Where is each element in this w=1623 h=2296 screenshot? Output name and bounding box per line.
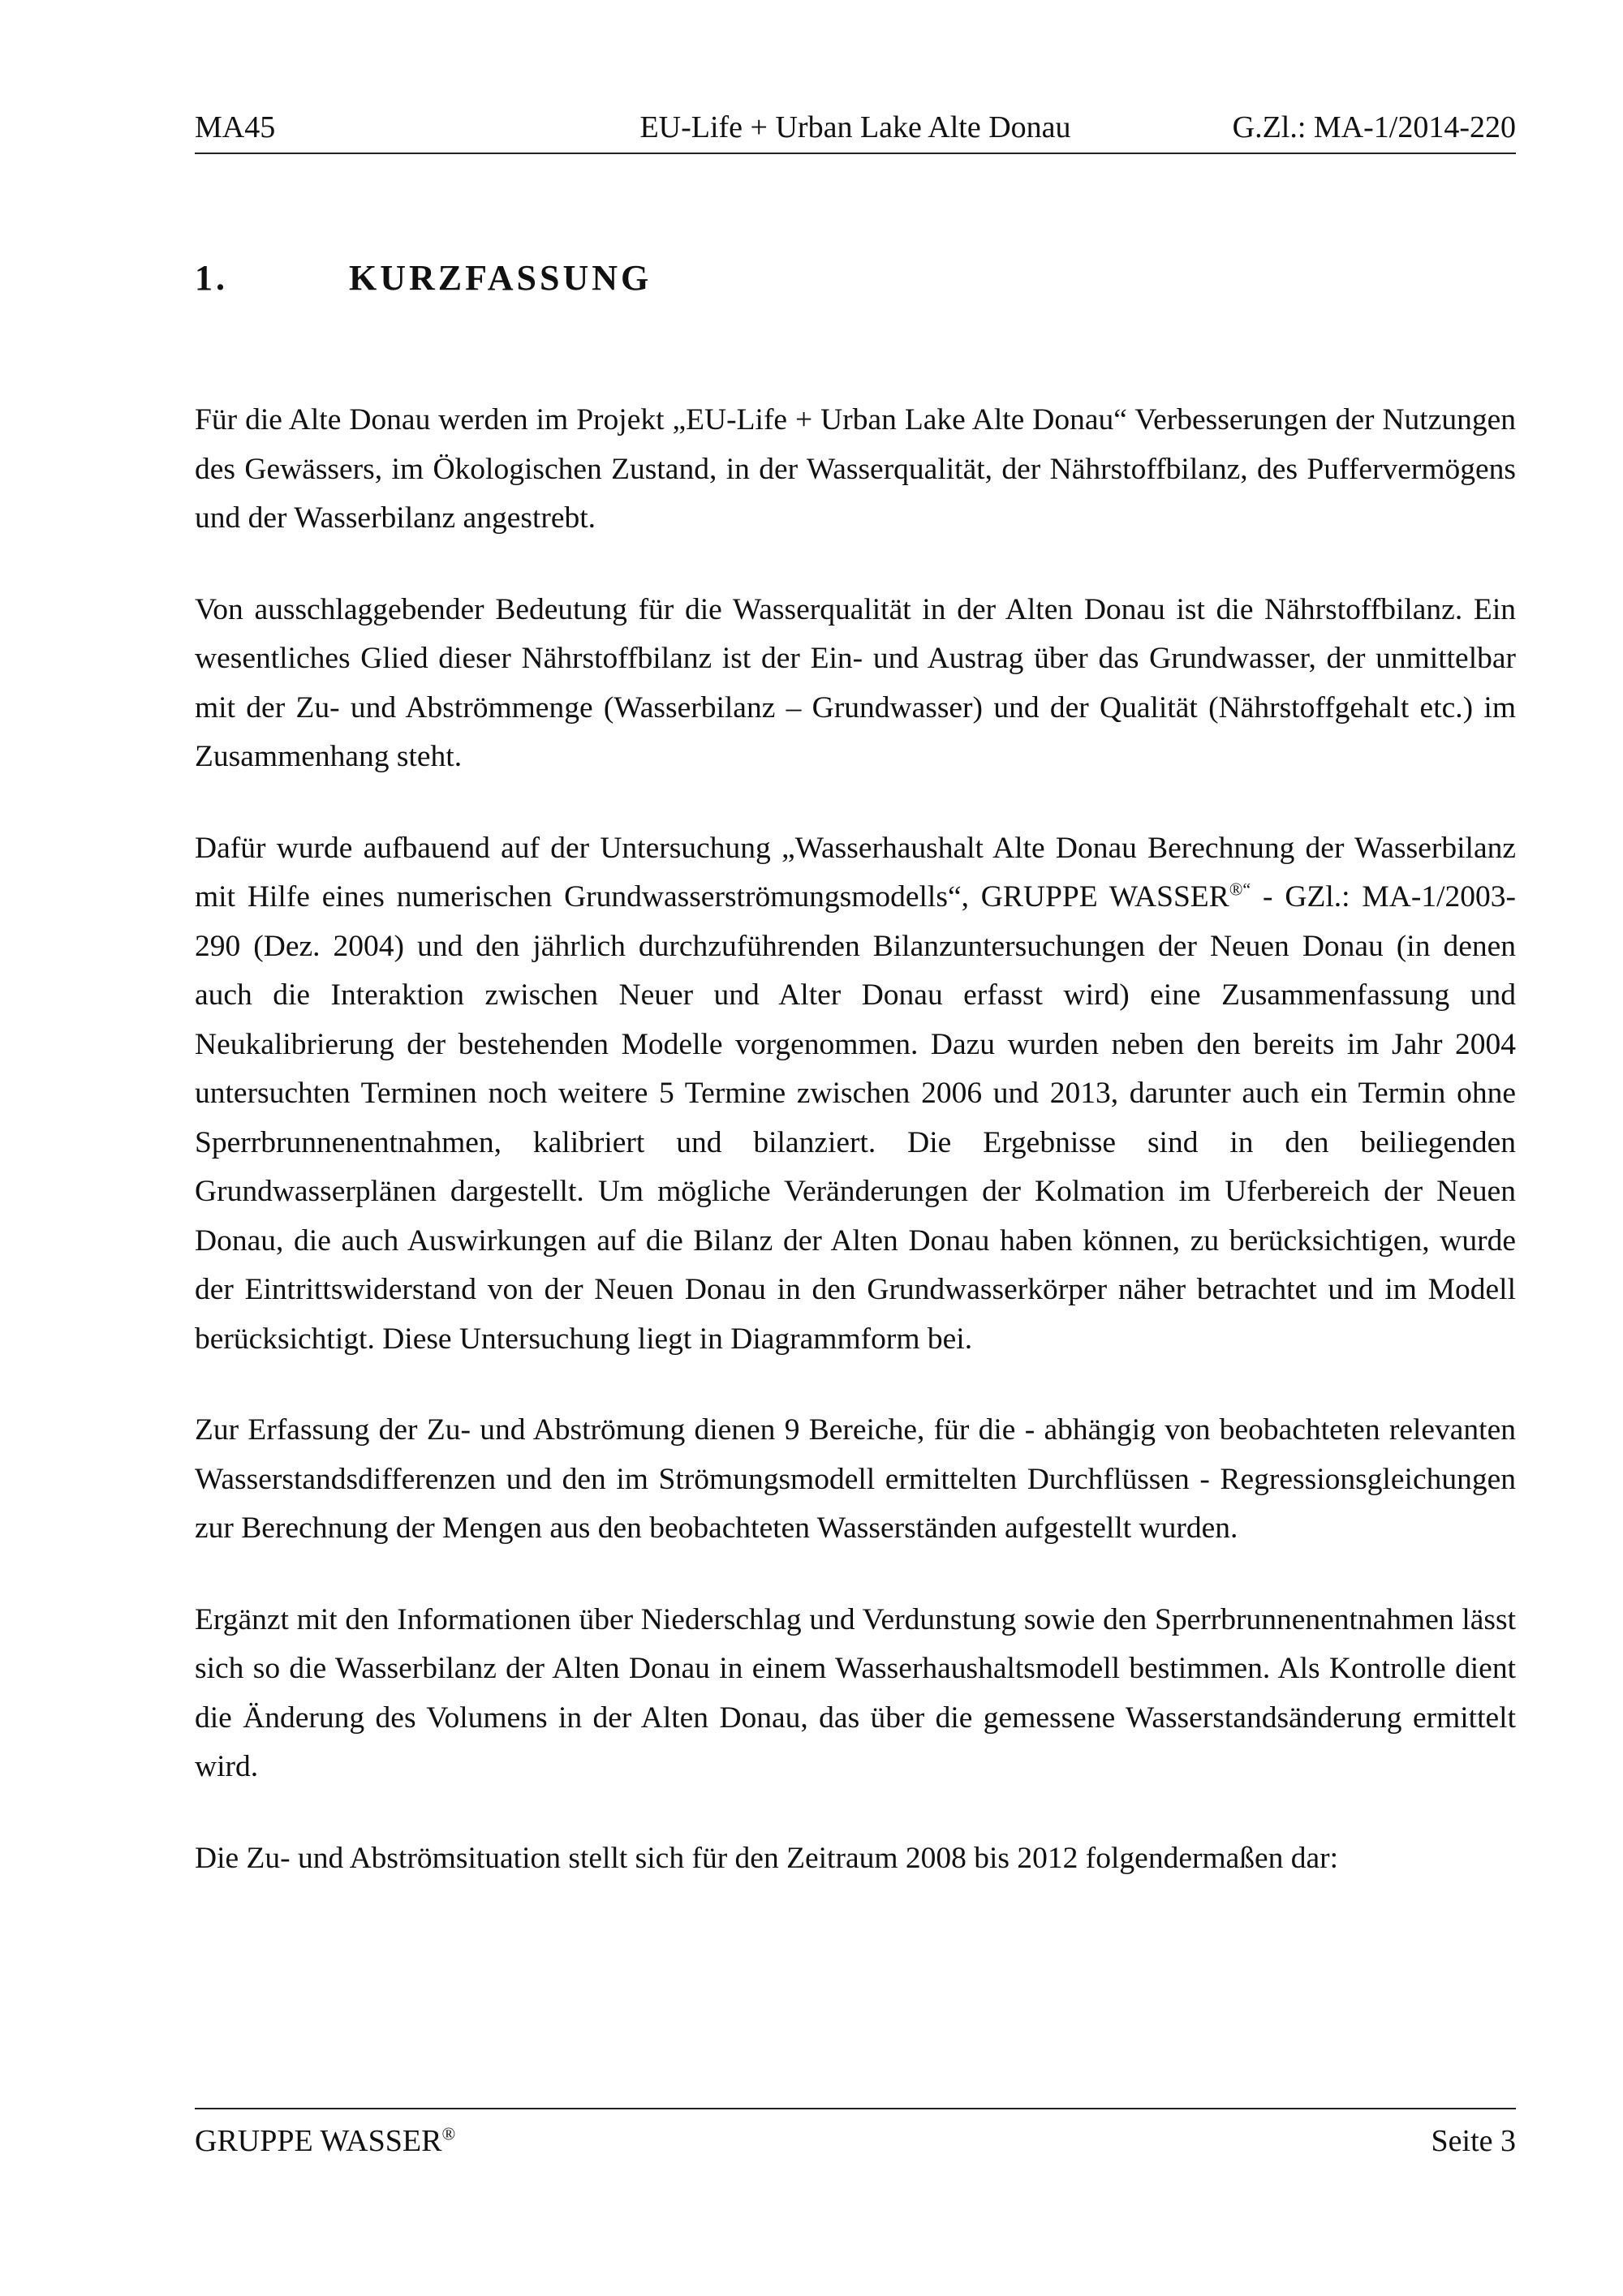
section-number: 1.	[195, 258, 228, 298]
header-project-title: EU-Life + Urban Lake Alte Donau	[639, 110, 1071, 144]
footer-company	[195, 2121, 455, 2161]
section-heading	[195, 256, 652, 300]
paragraph-4: Zur Erfassung der Zu- und Abströmung dienen 9 Bereiche, für die - abhängig von beobachteten relevanten Wasserstandsdifferenzen und den im Strömungsmodell ermittelten Durchflüssen - Regressionsgleichungen zur Berechnung der Mengen aus den beobachteten Wasserständen aufgestellt wurden.	[195, 1413, 1516, 1545]
paragraph-6: Die Zu- und Abströmsituation stellt sich für den Zeitraum 2008 bis 2012 folgendermaßen dar:	[195, 1841, 1339, 1875]
body-text	[195, 396, 1516, 1925]
header-reference-number: G.Zl.: MA-1/2014-220	[1232, 110, 1516, 144]
header-department: MA45	[195, 110, 276, 144]
paragraph-3-start: Dafür wurde aufbauend auf der Untersuchung „Wasserhaushalt Alte Donau Berechnung der Wasserbilanz mit Hilfe eines numerischen Grundwasserströmungsmodells“, GRUPPE WASSER	[195, 831, 1516, 914]
registered-mark: ®“	[1229, 879, 1251, 900]
footer-registered-mark: ®	[441, 2123, 456, 2144]
paragraph-5: Ergänzt mit den Informationen über Niederschlag und Verdunstung sowie den Sperrbrunnenentnahmen lässt sich so die Wasserbilanz der Alten Donau in einem Wasserhaushaltsmodell bestimmen. Als Kontrolle dient die Änderung des Volumens in der Alten Donau, das über die gemessene Wasserstandsänderung ermittelt wird.	[195, 1602, 1516, 1783]
footer-company-name: GRUPPE WASSER	[195, 2124, 442, 2158]
page-number: Seite 3	[1431, 2124, 1516, 2158]
paragraph-3-end: - GZl.: MA-1/2003-290 (Dez. 2004) und den jährlich durchzuführenden Bilanzuntersuchungen der Neuen Donau (in denen auch die Interaktion zwischen Neuer und Alter Donau erfasst wird) eine Zusammenfassung und Neukalibrierung der bestehenden Modelle vorgenommen. Dazu wurden neben den bereits im Jahr 2004 untersuchten Terminen noch weitere 5 Termine zwischen 2006 und 2013, darunter auch ein Termin ohne Sperrbrunnenentnahmen, kalibriert und bilanziert. Die Ergebnisse sind in den beiliegenden Grundwasserplänen dargestellt. Um mögliche Veränderungen der Kolmation im Uferbereich der Neuen Donau, die auch Auswirkungen auf die Bilanz der Alten Donau haben können, zu berücksichtigen, wurde der Eintrittswiderstand von der Neuen Donau in den Grundwasserkörper näher betrachtet und im Modell berücksichtigt. Diese Untersuchung liegt in Diagrammform bei.	[195, 880, 1516, 1356]
page-footer	[195, 2108, 1516, 2158]
paragraph-1: Für die Alte Donau werden im Projekt „EU-Life + Urban Lake Alte Donau“ Verbesserungen der Nutzungen des Gewässers, im Ökologischen Zustand, in der Wasserqualität, der Nährstoffbilanz, des Puffervermögens und der Wasserbilanz angestrebt.	[195, 403, 1516, 535]
paragraph-3	[195, 824, 1516, 1365]
page-header	[195, 107, 1516, 154]
paragraph-2: Von ausschlaggebender Bedeutung für die Wasserqualität in der Alten Donau ist die Nährstoffbilanz. Ein wesentliches Glied dieser Nährstoffbilanz ist der Ein- und Austrag über das Grundwasser, der unmittelbar mit der Zu- und Abströmmenge (Wasserbilanz – Grundwasser) und der Qualität (Nährstoffgehalt etc.) im Zusammenhang steht.	[195, 592, 1516, 773]
section-title: KURZFASSUNG	[349, 258, 652, 298]
